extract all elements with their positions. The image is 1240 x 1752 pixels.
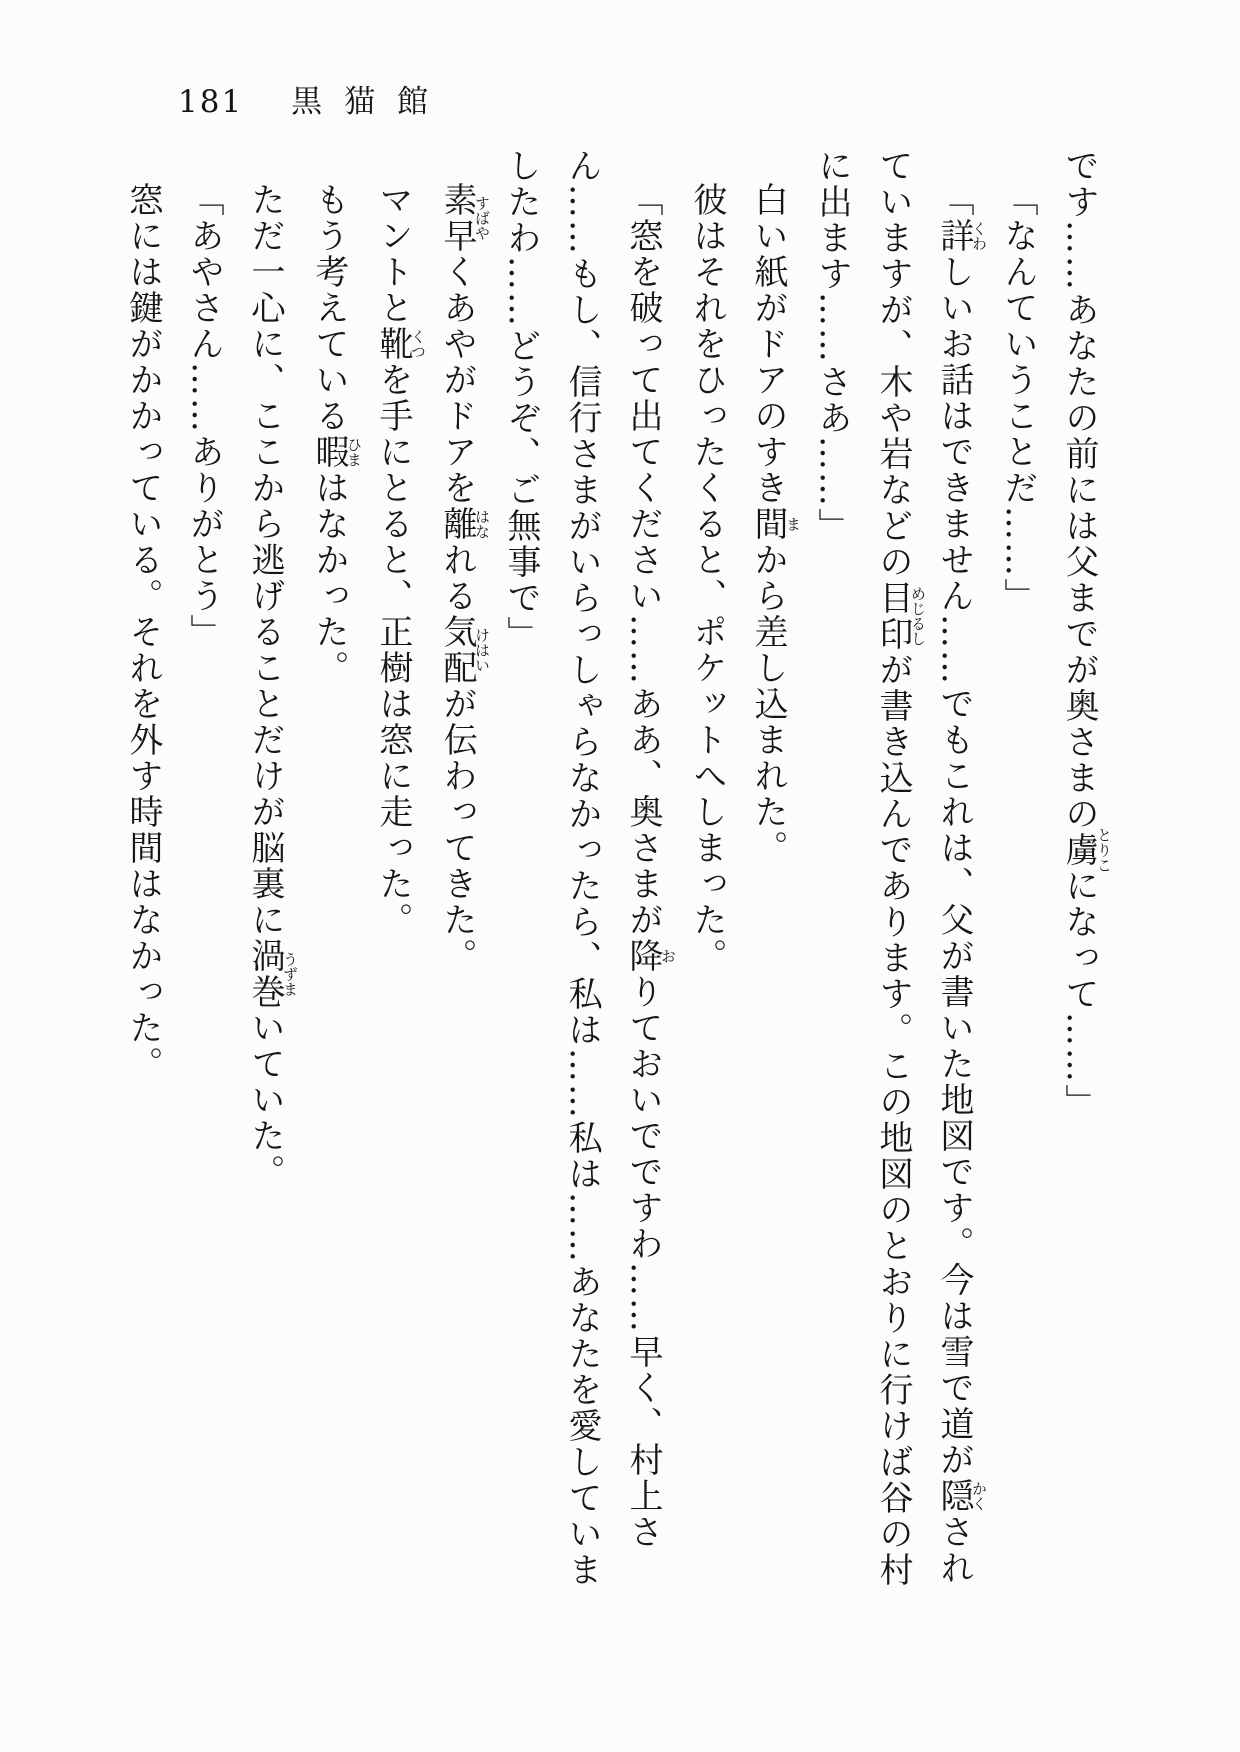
paragraph-12: 窓には鍵がかかっている。それを外す時間はなかった。 bbox=[123, 182, 163, 1082]
ruby-annotated-word: 詳くわ bbox=[934, 218, 988, 254]
furigana: けはい bbox=[473, 614, 491, 686]
paragraph-1: です……あなたの前には父までが奥さまの虜とりこになって……」 bbox=[1059, 148, 1113, 1120]
furigana: うずま bbox=[281, 938, 299, 1010]
ruby-annotated-word: 降お bbox=[623, 938, 677, 974]
furigana: くつ bbox=[409, 326, 427, 362]
furigana: かく bbox=[970, 1478, 988, 1514]
book-title: 黒猫館 bbox=[291, 84, 451, 120]
ruby-annotated-word: 隠かく bbox=[934, 1478, 988, 1514]
page-number: 181 bbox=[178, 84, 244, 120]
paragraph-10: ただ一心に、ここから逃げることだけが脳裏に渦巻うずまいていた。 bbox=[245, 182, 299, 1190]
furigana: めじるし bbox=[909, 580, 927, 652]
furigana: ひま bbox=[345, 434, 363, 470]
paragraph-4: 白い紙がドアのすき間まから差し込まれた。 bbox=[748, 182, 802, 866]
paragraph-11: 「あやさん……ありがとう」 bbox=[184, 182, 224, 650]
furigana: くわ bbox=[970, 218, 988, 254]
ruby-annotated-word: 間ま bbox=[748, 506, 802, 542]
furigana: お bbox=[659, 938, 677, 974]
paragraph-2: 「なんていうことだ……」 bbox=[998, 182, 1038, 614]
ruby-annotated-word: 靴くつ bbox=[373, 326, 427, 362]
ruby-annotated-word: 虜とりこ bbox=[1059, 827, 1113, 873]
ruby-annotated-word: 暇ひま bbox=[309, 434, 363, 470]
paragraph-8: マントと靴くつを手にとると、正樹は窓に走った。 bbox=[373, 182, 427, 938]
ruby-annotated-word: 気配けはい bbox=[437, 614, 491, 686]
paragraph-3: 「詳くわしいお話はできません……でもこれは、父が書いた地図です。今は雪で道が隠かくされていますが、木や岩などの目印めじるしが書き込んであります。この地図のとおりに行けば谷の村に出ます……さあ……」 bbox=[812, 148, 988, 1588]
paragraph-9: もう考えている暇ひまはなかった。 bbox=[309, 182, 363, 686]
paragraph-6: 「窓を破って出てください……ああ、奥さまが降おりておいでですわ……早く、村上さん……もし、信行さまがいらっしゃらなかったら、私は……私は……あなたを愛していましたわ……どうぞ、ご無事で」 bbox=[501, 148, 677, 1588]
furigana: ま bbox=[784, 506, 802, 542]
ruby-annotated-word: 渦巻うずま bbox=[245, 938, 299, 1010]
text-body bbox=[112, 148, 1112, 1590]
ruby-annotated-word: 離はな bbox=[437, 506, 491, 542]
ruby-annotated-word: 目印めじるし bbox=[873, 580, 927, 652]
furigana: すばや bbox=[473, 182, 491, 254]
paragraph-7: 素早すばやくあやがドアを離はなれる気配けはいが伝わってきた。 bbox=[437, 182, 491, 974]
furigana: とりこ bbox=[1095, 827, 1113, 873]
page-header bbox=[178, 84, 450, 121]
furigana: はな bbox=[473, 506, 491, 542]
ruby-annotated-word: 素早すばや bbox=[437, 182, 491, 254]
paragraph-5: 彼はそれをひったくると、ポケットへしまった。 bbox=[687, 182, 727, 974]
